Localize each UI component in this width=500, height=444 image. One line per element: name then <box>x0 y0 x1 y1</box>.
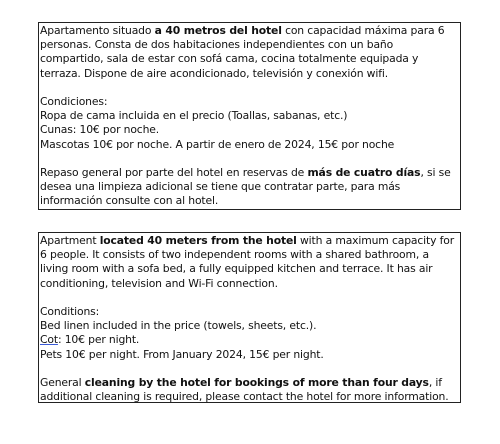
english-intro-post: with a maximum capacity for 6 people. It consists of two independent rooms with a shared bathroom, a living room with a sofa bed, a fully equipped kitchen and terrace. It has air conditioning, television and Wi-Fi connection. <box>40 234 455 290</box>
english-condition-cot <box>40 333 459 347</box>
spanish-description-box <box>38 22 461 210</box>
spanish-intro-pre: Apartamento situado <box>40 24 155 37</box>
english-cleaning-bold: cleaning by the hotel for bookings of more than four days <box>84 376 429 389</box>
english-condition-pets: Pets 10€ per night. From January 2024, 15€ per night. <box>40 347 324 361</box>
english-conditions-title: Conditions: <box>40 305 100 318</box>
spanish-intro-post: con capacidad máxima para 6 personas. Consta de dos habitaciones independientes con un baño compartido, sala de estar con sofá cama, cocina totalmente equipada y terraza. Dispone de aire acondicionado, televisión y conexión wifi. <box>40 24 445 80</box>
english-condition-linen: Bed linen included in the price (towels, sheets, etc.). <box>40 319 317 333</box>
english-cleaning-paragraph <box>40 376 459 404</box>
english-cot-word: Cot <box>40 333 58 347</box>
spanish-conditions-title: Condiciones: <box>40 95 108 108</box>
english-intro-pre: Apartment <box>40 234 100 247</box>
english-intro-paragraph <box>40 234 459 291</box>
spanish-condition-linen: Ropa de cama incluida en el precio (Toallas, sabanas, etc.) <box>40 109 348 123</box>
spanish-cleaning-pre: Repaso general por parte del hotel en reservas de <box>40 166 308 179</box>
spanish-cleaning-paragraph <box>40 166 459 209</box>
spanish-intro-paragraph <box>40 24 459 81</box>
english-description-box <box>38 232 461 403</box>
spanish-intro-bold: a 40 metros del hotel <box>154 24 282 37</box>
english-intro-bold: located 40 meters from the hotel <box>99 234 297 247</box>
english-cleaning-pre: General <box>40 376 85 389</box>
spanish-condition-cribs: Cunas: 10€ por noche. <box>40 123 160 137</box>
english-cot-rest: : 10€ per night. <box>57 333 140 347</box>
english-cleaning-post: , if additional cleaning is required, please contact the hotel for more information. <box>40 376 449 404</box>
spanish-cleaning-bold: más de cuatro días <box>307 166 421 179</box>
spanish-cleaning-post: , si se desea una limpieza adicional se tiene que contratar parte, para más información consulte con al hotel. <box>40 166 451 208</box>
spanish-condition-pets: Mascotas 10€ por noche. A partir de enero de 2024, 15€ por noche <box>40 137 395 151</box>
